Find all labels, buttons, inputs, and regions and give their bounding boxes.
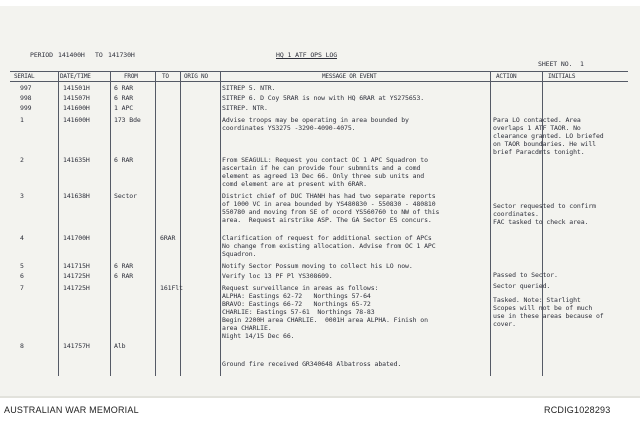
col-header-orig-no: ORIG NO xyxy=(184,73,208,80)
entry-dtg: 141700H xyxy=(63,234,90,242)
entry-serial: 999 xyxy=(20,104,32,112)
entry-dtg: 141725H xyxy=(63,284,90,292)
entry-from: 6 RAR xyxy=(114,262,134,270)
entry-dtg: 141635H xyxy=(63,156,90,164)
entry-message: Ground fire received GR340648 Albatross abated. xyxy=(222,360,402,368)
entry-from: 173 Bde xyxy=(114,116,141,124)
entry-dtg: 141600H xyxy=(63,104,90,112)
entry-message: District chief of DUC THANH has had two separate reports of 1000 VC in area bounded by YS480830 - 550830 - 480810 550780 and moving from SE of ocord YS560760 to NW of this area. Request airstrike ASP. The GA Sector ES concurs. xyxy=(222,192,440,224)
entry-from: Sector xyxy=(114,192,137,200)
footer-record-id: RCDIG1028293 xyxy=(544,405,611,415)
col-divider xyxy=(58,71,59,376)
entry-action: Tasked. Note: Starlight Scopes will not be of much use in these areas because of cover. xyxy=(493,296,604,328)
log-title: HQ 1 ATF OPS LOG xyxy=(276,51,338,59)
entry-dtg: 141715H xyxy=(63,262,90,270)
col-divider xyxy=(155,71,156,376)
entry-action: Para LO contacted. Area overlaps 1 ATF TAOR. No clearance granted. LO briefed on TAOR boundaries. He will brief Paracdmts tonight. xyxy=(493,116,604,156)
entry-message: Verify loc 13 PF Pl YS308609. xyxy=(222,272,333,280)
col-divider xyxy=(220,71,221,376)
entry-message: From SEAGULL: Request you contact OC 1 APC Squadron to ascertain if he can provide four submnits and a comd element as agreed 13 Dec 66. Only three sub units and comd element are at present with 6RAR. xyxy=(222,156,428,188)
col-header-message: MESSAGE OR EVENT xyxy=(322,73,377,80)
entry-serial: 3 xyxy=(20,192,24,200)
entry-dtg: 141757H xyxy=(63,342,90,350)
entry-dtg: 141501H xyxy=(63,84,90,92)
col-header-dtg: DATE/TIME xyxy=(60,73,91,80)
entry-serial: 1 xyxy=(20,116,24,124)
log-sheet xyxy=(0,6,640,398)
period-label: PERIOD xyxy=(30,51,53,59)
col-header-serial: SERIAL xyxy=(14,73,35,80)
entry-action: Sector requested to confirm coordinates. FAC tasked to check area. xyxy=(493,202,596,226)
table-top-rule xyxy=(10,71,628,72)
entry-message: Notify Sector Possum moving to collect his LO now. xyxy=(222,262,413,270)
col-divider xyxy=(180,71,181,376)
entry-message: SITREP 6. D Coy 5RAR is now with HQ 6RAR at YS275653. xyxy=(222,94,425,102)
col-header-action: ACTION xyxy=(496,73,517,80)
sheet-label: SHEET NO. xyxy=(538,60,573,68)
entry-serial: 5 xyxy=(20,262,24,270)
sheet-number: 1 xyxy=(580,60,584,68)
entry-from: 6 RAR xyxy=(114,156,134,164)
entry-from: Alb xyxy=(114,342,126,350)
period-from: 141400H xyxy=(58,51,85,59)
entry-serial: 997 xyxy=(20,84,32,92)
entry-to: 6RAR xyxy=(160,234,176,242)
entry-message: Clarification of request for additional section of APCs No change from existing allocation. Advise from OC 1 APC Squadron. xyxy=(222,234,436,258)
entry-action: Passed to Sector. xyxy=(493,271,558,279)
entry-message: SITREP 5. NTR. xyxy=(222,84,276,92)
entry-serial: 6 xyxy=(20,272,24,280)
entry-to: 161Flt xyxy=(160,284,183,292)
entry-from: 6 RAR xyxy=(114,94,134,102)
period-to: 141730H xyxy=(108,51,135,59)
col-header-to: TO xyxy=(162,73,169,80)
entry-serial: 7 xyxy=(20,284,24,292)
entry-dtg: 141638H xyxy=(63,192,90,200)
entry-from: 1 APC xyxy=(114,104,134,112)
col-divider xyxy=(110,71,111,376)
entry-message: Advise troops may be operating in area bounded by coordinates YS3275 -3290-4090-4075. xyxy=(222,116,409,132)
period-to-label: TO xyxy=(95,51,103,59)
entry-serial: 8 xyxy=(20,342,24,350)
entry-serial: 2 xyxy=(20,156,24,164)
entry-dtg: 141507H xyxy=(63,94,90,102)
col-divider xyxy=(490,71,491,376)
entry-from: 6 RAR xyxy=(114,84,134,92)
entry-dtg: 141725H xyxy=(63,272,90,280)
col-header-initials: INITIALS xyxy=(548,73,576,80)
table-header-rule xyxy=(10,81,628,82)
entry-message: SITREP. NTR. xyxy=(222,104,268,112)
entry-from: 6 RAR xyxy=(114,272,134,280)
footer-archive-name: AUSTRALIAN WAR MEMORIAL xyxy=(4,405,139,415)
entry-serial: 4 xyxy=(20,234,24,242)
entry-dtg: 141600H xyxy=(63,116,90,124)
entry-message: Request surveillance in areas as follows: ALPHA: Eastings 62-72 Northings 57-64 BRAVO: Eastings 66-72 Northings 65-72 CHARLIE: Eastings 57-61 Northings 78-83 Begin 2200H area CHARLIE. 0001H area ALPHA. Finish on area CHARLIE. Night 14/15 Dec 66. xyxy=(222,284,428,340)
entry-action: Sector queried. xyxy=(493,282,551,290)
col-header-from: FROM xyxy=(124,73,138,80)
entry-serial: 998 xyxy=(20,94,32,102)
